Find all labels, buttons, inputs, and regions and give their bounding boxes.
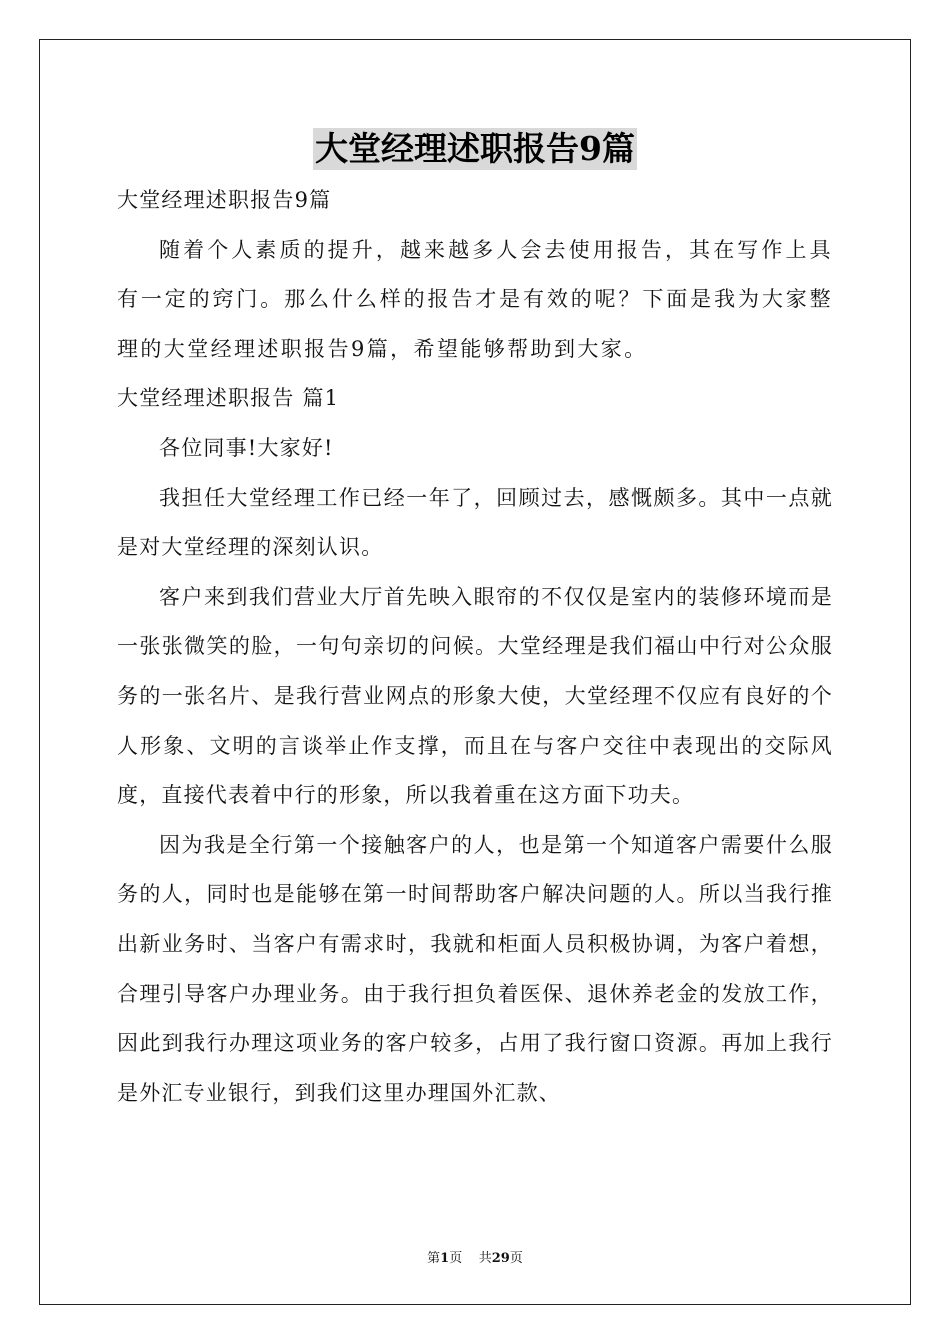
section-heading: 大堂经理述职报告 篇1 [117,386,340,411]
document-body [117,176,833,1118]
greeting-paragraph: 各位同事!大家好! [159,435,334,460]
page-suffix: 页 [449,1251,463,1266]
page-prefix: 第 [427,1251,441,1266]
page-number: 1 [440,1251,450,1266]
page-footer [0,1247,950,1266]
body-paragraph-3: 因为我是全行第一个接触客户的人，也是第一个知道客户需要什么服务的人，同时也是能够在第一时间帮助客户解决问题的人。所以当我行推出新业务时、当客户有需求时，我就和柜面人员积极协调，为客户着想，合理引导客户办理业务。由于我行担负着医保、退休养老金的发放工作，因此到我行办理这项业务的客户较多，占用了我行窗口资源。再加上我行是外汇专业银行，到我们这里办理国外汇款、 [117,832,833,1105]
body-paragraph-2: 客户来到我们营业大厅首先映入眼帘的不仅仅是室内的装修环境而是一张张微笑的脸，一句句亲切的问候。大堂经理是我们福山中行对公众服务的一张名片、是我行营业网点的形象大使，大堂经理不仅应有良好的个人形象、文明的言谈举止作支撑，而且在与客户交往中表现出的交际风度，直接代表着中行的形象，所以我着重在这方面下功夫。 [117,584,833,808]
title-container [0,128,950,170]
intro-paragraph: 随着个人素质的提升，越来越多人会去使用报告，其在写作上具有一定的窍门。那么什么样的报告才是有效的呢？下面是我为大家整理的大堂经理述职报告9篇，希望能够帮助到大家。 [117,237,833,361]
total-prefix: 共 [478,1251,492,1266]
body-paragraph-1: 我担任大堂经理工作已经一年了，回顾过去，感慨颇多。其中一点就是对大堂经理的深刻认识。 [117,485,833,560]
total-suffix: 页 [509,1251,523,1266]
document-subtitle: 大堂经理述职报告9篇 [117,188,332,212]
total-pages: 29 [491,1251,510,1266]
document-title: 大堂经理述职报告9篇 [315,129,635,168]
